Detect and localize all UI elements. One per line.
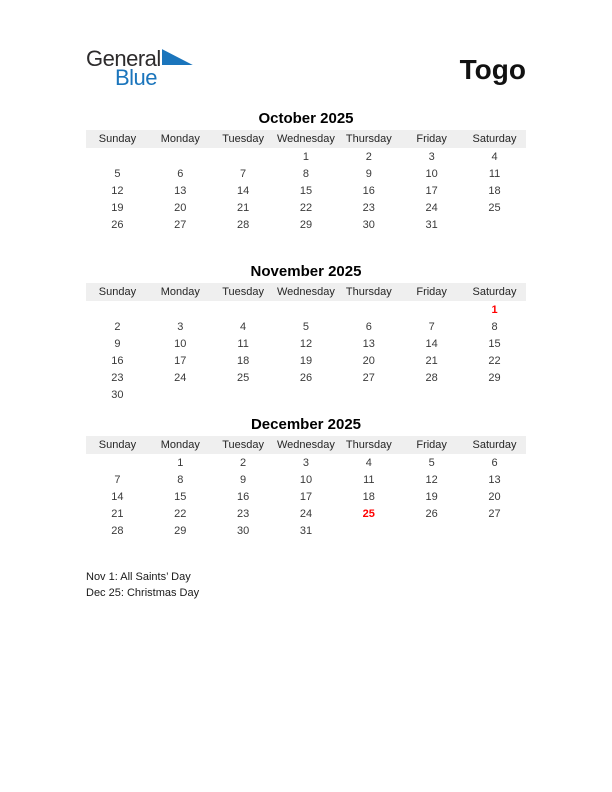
day-cell: 11 xyxy=(488,167,501,180)
day-cell: 23 xyxy=(362,201,375,214)
day-cell: 26 xyxy=(299,371,313,384)
month-grid xyxy=(86,283,526,403)
day-cell: 20 xyxy=(174,201,187,214)
page-header xyxy=(86,48,526,100)
day-cell: 4 xyxy=(240,320,247,333)
weekday-label: Monday xyxy=(149,130,212,148)
week-row xyxy=(86,165,526,182)
day-cell: 27 xyxy=(362,371,375,384)
day-cell: 15 xyxy=(299,184,313,197)
day-cell: 29 xyxy=(488,371,501,384)
empty-day-cell xyxy=(275,386,338,403)
day-cell: 8 xyxy=(177,473,184,486)
weekday-label: Thursday xyxy=(337,436,400,454)
weekday-label: Sunday xyxy=(86,436,149,454)
day-cell: 21 xyxy=(111,507,124,520)
day-cell: 11 xyxy=(237,337,249,350)
day-cell: 14 xyxy=(425,337,438,350)
month-calendar xyxy=(86,416,526,556)
day-cell: 24 xyxy=(425,201,438,214)
empty-day-cell xyxy=(86,233,149,250)
weekday-label: Sunday xyxy=(86,130,149,148)
month-calendar xyxy=(86,110,526,250)
weekday-label: Saturday xyxy=(463,283,526,301)
week-row xyxy=(86,471,526,488)
day-cell: 19 xyxy=(425,490,438,503)
weekday-label: Friday xyxy=(400,436,463,454)
empty-day-cell xyxy=(400,233,463,250)
day-cell: 17 xyxy=(299,490,313,503)
week-row xyxy=(86,454,526,471)
empty-day-cell xyxy=(212,386,275,403)
day-cell: 2 xyxy=(114,320,121,333)
holiday-note: Dec 25: Christmas Day xyxy=(86,587,200,599)
empty-day-cell xyxy=(400,386,463,403)
weekday-label: Saturday xyxy=(463,436,526,454)
weekday-label: Monday xyxy=(149,436,212,454)
day-cell: 9 xyxy=(240,473,247,486)
week-row xyxy=(86,301,526,318)
day-cell: 31 xyxy=(299,524,313,537)
day-cell: 28 xyxy=(425,371,438,384)
day-cell: 23 xyxy=(111,371,124,384)
day-cell: 8 xyxy=(302,167,310,180)
day-cell: 14 xyxy=(111,490,124,503)
week-row xyxy=(86,488,526,505)
day-cell: 21 xyxy=(425,354,438,367)
day-cell: 19 xyxy=(111,201,124,214)
empty-day-cell xyxy=(337,522,400,539)
day-cell: 8 xyxy=(491,320,498,333)
weekday-label: Wednesday xyxy=(275,283,338,301)
general-blue-logo xyxy=(86,48,193,89)
day-cell: 16 xyxy=(111,354,124,367)
week-row xyxy=(86,233,526,250)
day-cell: 10 xyxy=(299,473,313,486)
month-title: November 2025 xyxy=(250,263,362,280)
empty-day-cell xyxy=(86,301,149,318)
day-cell: 31 xyxy=(425,218,438,231)
day-cell: 14 xyxy=(236,184,250,197)
empty-day-cell xyxy=(212,301,275,318)
day-cell: 25 xyxy=(488,201,501,214)
empty-day-cell xyxy=(463,233,526,250)
empty-day-cell xyxy=(337,539,400,556)
day-cell: 29 xyxy=(174,524,187,537)
day-cell: 30 xyxy=(362,218,375,231)
weekday-label: Thursday xyxy=(337,130,400,148)
empty-day-cell xyxy=(275,233,338,250)
weekday-label: Tuesday xyxy=(212,130,275,148)
week-row xyxy=(86,199,526,216)
weekday-header-row xyxy=(86,283,526,301)
week-row xyxy=(86,335,526,352)
day-cell: 13 xyxy=(174,184,187,197)
day-cell: 1 xyxy=(177,456,184,469)
empty-day-cell xyxy=(400,301,463,318)
day-cell: 10 xyxy=(174,337,187,350)
day-cell: 12 xyxy=(111,184,124,197)
week-row xyxy=(86,182,526,199)
empty-day-cell xyxy=(400,522,463,539)
empty-day-cell xyxy=(400,539,463,556)
day-cell: 1 xyxy=(302,150,310,163)
holiday-notes xyxy=(86,569,526,601)
weekday-label: Sunday xyxy=(86,283,149,301)
pennant-flag-icon xyxy=(162,49,193,65)
month-title: December 2025 xyxy=(250,416,362,433)
day-cell: 4 xyxy=(365,456,372,469)
weekday-label: Monday xyxy=(149,283,212,301)
day-cell: 24 xyxy=(174,371,187,384)
week-row xyxy=(86,148,526,165)
empty-day-cell xyxy=(212,539,275,556)
day-cell: 20 xyxy=(362,354,375,367)
empty-day-cell xyxy=(149,301,212,318)
day-cell: 9 xyxy=(114,337,121,350)
day-cell: 28 xyxy=(111,524,124,537)
day-cell: 4 xyxy=(491,150,498,163)
day-cell: 7 xyxy=(428,320,435,333)
day-cell: 7 xyxy=(114,473,121,486)
day-cell: 13 xyxy=(488,473,501,486)
day-cell: 30 xyxy=(111,388,124,401)
day-cell: 28 xyxy=(236,218,250,231)
weekday-label: Tuesday xyxy=(212,283,275,301)
day-cell: 30 xyxy=(236,524,250,537)
day-cell: 12 xyxy=(299,337,313,350)
empty-day-cell xyxy=(212,233,275,250)
month-grid xyxy=(86,436,526,556)
day-cell: 3 xyxy=(177,320,184,333)
day-cell: 26 xyxy=(425,507,438,520)
day-cell: 5 xyxy=(114,167,121,180)
day-cell: 5 xyxy=(428,456,435,469)
day-cell: 16 xyxy=(362,184,375,197)
logo-word-general: General xyxy=(86,46,161,71)
week-row xyxy=(86,318,526,335)
day-cell: 19 xyxy=(299,354,313,367)
calendar-months xyxy=(86,110,526,556)
week-row xyxy=(86,216,526,233)
week-row xyxy=(86,369,526,386)
day-cell: 22 xyxy=(299,201,313,214)
empty-day-cell xyxy=(149,539,212,556)
day-cell: 11 xyxy=(363,473,375,486)
day-cell: 7 xyxy=(240,167,247,180)
day-cell: 24 xyxy=(299,507,313,520)
weekday-label: Friday xyxy=(400,130,463,148)
empty-day-cell xyxy=(86,148,149,165)
weekday-header-row xyxy=(86,436,526,454)
day-cell: 3 xyxy=(302,456,310,469)
weekday-label: Tuesday xyxy=(212,436,275,454)
day-cell: 2 xyxy=(240,456,247,469)
day-cell: 17 xyxy=(425,184,438,197)
day-cell: 1 xyxy=(491,303,498,316)
day-cell: 18 xyxy=(236,354,250,367)
day-cell: 18 xyxy=(488,184,501,197)
empty-day-cell xyxy=(275,301,338,318)
weekday-label: Friday xyxy=(400,283,463,301)
empty-day-cell xyxy=(337,386,400,403)
day-cell: 5 xyxy=(302,320,310,333)
holiday-note: Nov 1: All Saints’ Day xyxy=(86,571,191,583)
day-cell: 27 xyxy=(174,218,187,231)
week-row xyxy=(86,539,526,556)
logo-word-blue: Blue xyxy=(115,65,158,90)
month-calendar xyxy=(86,263,526,403)
week-row xyxy=(86,386,526,403)
weekday-header-row xyxy=(86,130,526,148)
empty-day-cell xyxy=(463,522,526,539)
day-cell: 27 xyxy=(488,507,501,520)
day-cell: 17 xyxy=(174,354,187,367)
day-cell: 25 xyxy=(236,371,250,384)
empty-day-cell xyxy=(212,148,275,165)
weekday-label: Saturday xyxy=(463,130,526,148)
empty-day-cell xyxy=(149,233,212,250)
day-cell: 25 xyxy=(362,507,375,520)
day-cell: 20 xyxy=(488,490,501,503)
day-cell: 18 xyxy=(362,490,375,503)
empty-day-cell xyxy=(86,539,149,556)
day-cell: 9 xyxy=(365,167,372,180)
day-cell: 6 xyxy=(365,320,372,333)
empty-day-cell xyxy=(275,539,338,556)
empty-day-cell xyxy=(337,301,400,318)
empty-day-cell xyxy=(463,539,526,556)
day-cell: 22 xyxy=(174,507,187,520)
day-cell: 23 xyxy=(236,507,250,520)
empty-day-cell xyxy=(463,216,526,233)
day-cell: 6 xyxy=(177,167,184,180)
empty-day-cell xyxy=(337,233,400,250)
day-cell: 29 xyxy=(299,218,313,231)
day-cell: 16 xyxy=(236,490,250,503)
empty-day-cell xyxy=(463,386,526,403)
day-cell: 12 xyxy=(425,473,438,486)
day-cell: 13 xyxy=(362,337,375,350)
empty-day-cell xyxy=(86,454,149,471)
day-cell: 10 xyxy=(425,167,438,180)
week-row xyxy=(86,352,526,369)
day-cell: 15 xyxy=(174,490,187,503)
day-cell: 6 xyxy=(491,456,498,469)
empty-day-cell xyxy=(149,386,212,403)
day-cell: 26 xyxy=(111,218,124,231)
day-cell: 15 xyxy=(488,337,501,350)
week-row xyxy=(86,522,526,539)
day-cell: 2 xyxy=(365,150,372,163)
week-row xyxy=(86,505,526,522)
day-cell: 3 xyxy=(428,150,435,163)
month-title: October 2025 xyxy=(258,110,354,127)
day-cell: 21 xyxy=(236,201,250,214)
empty-day-cell xyxy=(149,148,212,165)
page-title: Togo xyxy=(459,54,526,85)
weekday-label: Wednesday xyxy=(275,130,338,148)
weekday-label: Thursday xyxy=(337,283,400,301)
month-grid xyxy=(86,130,526,250)
weekday-label: Wednesday xyxy=(275,436,338,454)
day-cell: 22 xyxy=(488,354,501,367)
